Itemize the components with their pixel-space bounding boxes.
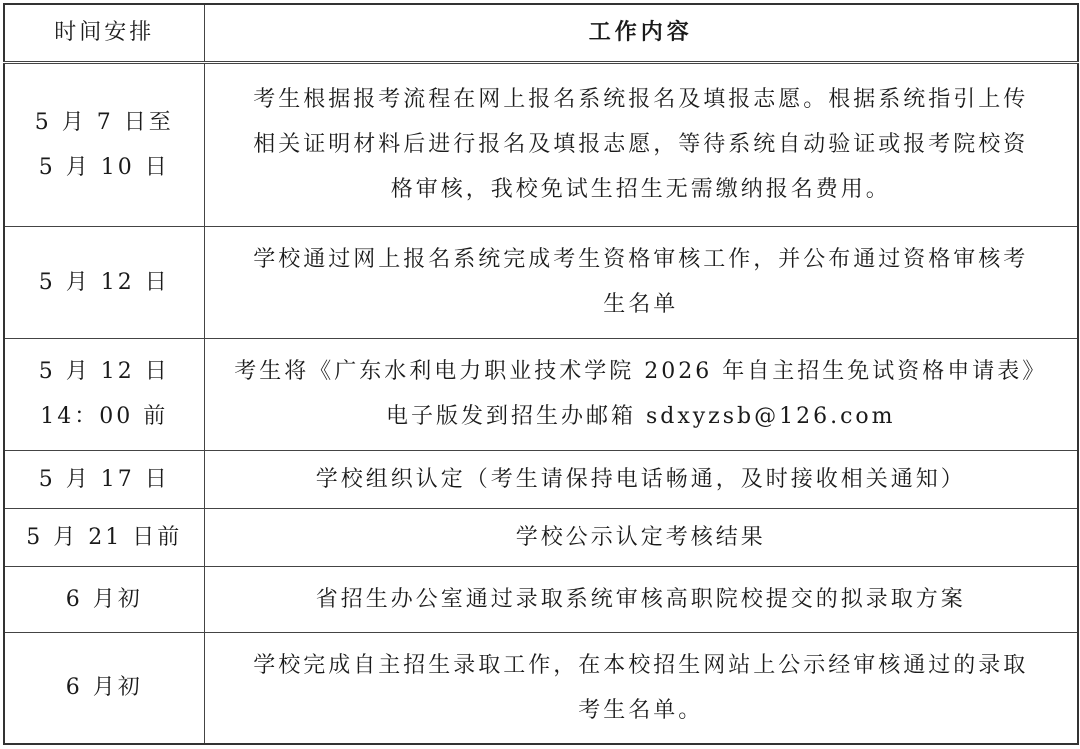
content-line: 学校公示认定考核结果 [515, 524, 766, 550]
content-line: 考生根据报考流程在网上报名系统报名及填报志愿。根据系统指引上传 [253, 87, 1029, 112]
table-row [4, 62, 1078, 226]
content-cell [204, 226, 1078, 338]
time-line: 5 月 21 日前 [26, 524, 183, 550]
table-row [4, 226, 1078, 338]
content-cell [204, 62, 1078, 226]
table-row [4, 508, 1078, 566]
content-cell [204, 508, 1078, 566]
content-line: 考生名单。 [578, 697, 704, 723]
content-line: 生名单 [603, 292, 679, 317]
content-line: 电子版发到招生办邮箱 sdxyzsb@126.com [385, 404, 896, 429]
time-cell [4, 338, 204, 450]
content-line: 学校完成自主招生录取工作，在本校招生网站上公示经审核通过的录取 [253, 652, 1029, 678]
content-line: 相关证明材料后进行报名及填报志愿，等待系统自动验证或报考院校资 [253, 132, 1029, 157]
table-row [4, 338, 1078, 450]
header-time: 时间安排 [4, 4, 204, 62]
header-row [4, 4, 1078, 62]
table-row [4, 450, 1078, 508]
time-cell [4, 226, 204, 338]
content-cell [204, 632, 1078, 744]
time-cell [4, 508, 204, 566]
content-cell [204, 338, 1078, 450]
time-line: 6 月初 [65, 675, 143, 701]
content-line: 学校组织认定（考生请保持电话畅通，及时接收相关通知） [315, 466, 966, 492]
time-cell [4, 566, 204, 632]
schedule-table [3, 3, 1079, 745]
time-line: 5 月 12 日 [38, 359, 170, 384]
table-row [4, 632, 1078, 744]
content-line: 省招生办公室通过录取系统审核高职院校提交的拟录取方案 [315, 586, 966, 612]
time-line: 5 月 7 日至 [34, 109, 174, 135]
content-line: 格审核，我校免试生招生无需缴纳报名费用。 [390, 177, 891, 202]
header-content: 工作内容 [204, 4, 1078, 62]
table-row [4, 566, 1078, 632]
content-cell [204, 566, 1078, 632]
content-line: 学校通过网上报名系统完成考生资格审核工作，并公布通过资格审核考 [253, 247, 1029, 272]
time-line: 5 月 12 日 [38, 269, 170, 295]
time-line: 6 月初 [65, 586, 143, 612]
time-cell [4, 632, 204, 744]
time-cell [4, 62, 204, 226]
content-cell [204, 450, 1078, 508]
time-line: 14：00 前 [40, 404, 169, 429]
content-line: 考生将《广东水利电力职业技术学院 2026 年自主招生免试资格申请表》 [234, 359, 1048, 384]
time-cell [4, 450, 204, 508]
time-line: 5 月 10 日 [38, 154, 170, 180]
time-line: 5 月 17 日 [38, 466, 170, 492]
